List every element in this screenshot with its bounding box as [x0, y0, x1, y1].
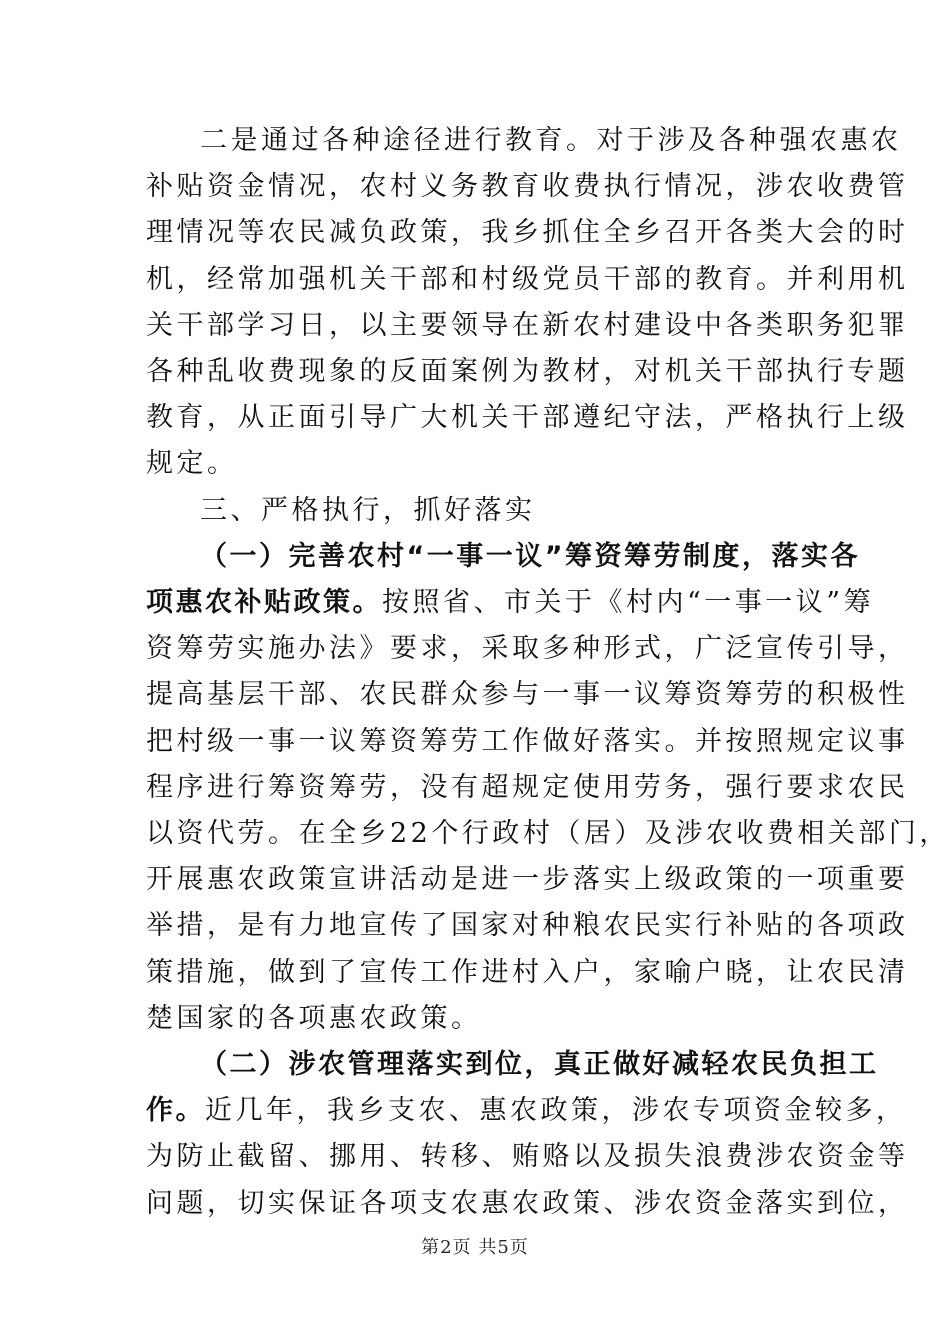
line-text: 二是通过各种途径进行教育。对于涉及各种强农惠农 [200, 125, 902, 156]
line-text: 规定。 [146, 448, 238, 480]
text-line [146, 719, 909, 765]
text-line [146, 996, 806, 1042]
bold-heading-text: （一）完善农村“一事一议”筹资筹劳制度，落实各 [200, 540, 860, 572]
text-line [146, 1088, 907, 1134]
line-text: 提高基层干部、农民群众参与一事一议筹资筹劳的积极性 [146, 679, 909, 711]
line-text: 资筹劳实施办法》要求，采取多种形式，广泛宣传引导， [146, 633, 909, 665]
line-text: 关干部学习日，以主要领导在新农村建设中各类职务犯罪 [146, 309, 909, 341]
text-line [146, 626, 909, 672]
bold-heading-text: 作。 [146, 1095, 205, 1127]
text-line [146, 303, 909, 349]
text-line [146, 811, 950, 857]
bold-heading-text: 项惠农补贴政策。 [146, 587, 382, 618]
page-footer: 第2页 共5页 [421, 1237, 529, 1258]
line-text: 近几年，我乡支农、惠农政策，涉农专项资金较多， [205, 1095, 907, 1127]
line-text: 为防止截留、挪用、转移、贿赂以及损失浪费涉农资金等 [146, 1141, 909, 1173]
line-text: 把村级一事一议筹资筹劳工作做好落实。并按照规定议事 [146, 725, 909, 757]
text-line [146, 257, 909, 303]
text-line [146, 441, 806, 487]
line-text: 以资代劳。在全乡22个行政村（居）及涉农收费相关部门， [146, 818, 950, 849]
text-line [146, 395, 909, 441]
line-text: 教育，从正面引导广大机关干部遵纪守法，严格执行上级 [146, 402, 909, 434]
text-line [146, 857, 909, 903]
line-text: 各种乱收费现象的反面案例为教材，对机关干部执行专题 [146, 356, 909, 387]
text-line [146, 349, 909, 395]
line-text: 开展惠农政策宣讲活动是进一步落实上级政策的一项重要 [146, 864, 909, 896]
line-text: 三、严格执行，抓好落实 [200, 494, 536, 526]
line-text: 策措施，做到了宣传工作进村入户，家喻户晓，让农民清 [146, 956, 909, 988]
line-text: 举措，是有力地宣传了国家对种粮农民实行补贴的各项政 [146, 910, 909, 942]
text-line [200, 488, 806, 534]
text-line [146, 1181, 909, 1227]
text-line [146, 580, 875, 626]
text-line [200, 534, 860, 580]
text-line [200, 118, 902, 164]
line-text: 楚国家的各项惠农政策。 [146, 1002, 482, 1034]
text-line [146, 1134, 909, 1180]
text-line [146, 210, 909, 256]
text-line [146, 903, 909, 949]
text-line [146, 950, 909, 996]
line-text: 问题，切实保证各项支农惠农政策、涉农资金落实到位， [146, 1187, 909, 1219]
line-text: 补贴资金情况，农村义务教育收费执行情况，涉农收费管 [146, 171, 909, 203]
text-line [200, 1042, 879, 1088]
text-line [146, 164, 909, 210]
bold-heading-text: （二）涉农管理落实到位，真正做好减轻农民负担工 [200, 1049, 879, 1080]
line-text: 按照省、市关于《村内“一事一议”筹 [382, 587, 875, 618]
line-text: 理情况等农民减负政策，我乡抓住全乡召开各类大会的时 [146, 217, 909, 249]
line-text: 程序进行筹资筹劳，没有超规定使用劳务，强行要求农民 [146, 771, 909, 803]
text-line [146, 765, 909, 811]
text-line [146, 672, 909, 718]
line-text: 机，经常加强机关干部和村级党员干部的教育。并利用机 [146, 263, 909, 295]
